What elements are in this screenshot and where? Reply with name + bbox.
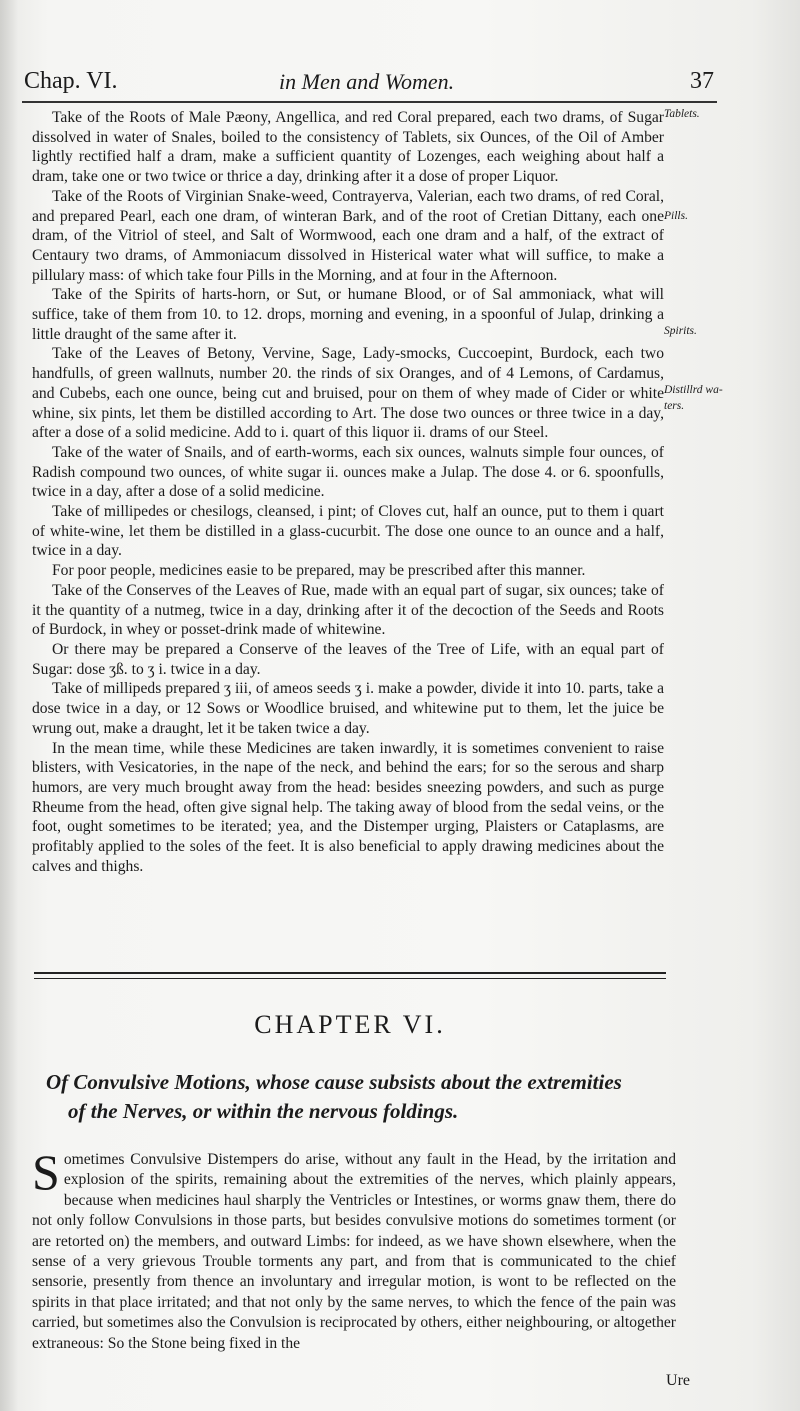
chapter-divider <box>34 972 666 979</box>
chapter-subtitle-line-2: of the Nerves, or within the nervous foldings. <box>68 1099 459 1123</box>
paragraph: Or there may be prepared a Conserve of the leaves of the Tree of Life, with an equal part of Sugar: dose ʒß. to ʒ i. twice in a day. <box>32 640 664 678</box>
header-chapter: Chap. VI. <box>24 68 118 94</box>
recipes-text <box>32 108 664 876</box>
chapter-first-paragraph <box>32 1144 676 1354</box>
chapter-heading: CHAPTER VI. <box>254 1010 446 1039</box>
page-number: 37 <box>690 68 714 94</box>
margin-note-distilled: Distillrd wa- <box>664 384 723 396</box>
margin-note-spirits: Spirits. <box>664 325 697 337</box>
chapter-subtitle <box>46 1068 686 1126</box>
paragraph: Take of the Spirits of harts-horn, or Sut, or humane Blood, or of Sal ammoniack, what will suffice, take of them from 10. to 12. drops, morning and evening, in a spoonful of Julap, drinking a little draught of the same after it. <box>32 286 664 343</box>
margin-note-tablets: Tablets. <box>664 108 700 120</box>
catchword: Ure <box>666 1372 690 1389</box>
margin-note-pills: Pills. <box>664 210 688 222</box>
paragraph: For poor people, medicines easie to be prepared, may be prescribed after this manner. <box>52 562 586 580</box>
drop-cap: S <box>32 1144 60 1200</box>
paragraph: Take of the water of Snails, and of earth-worms, each six ounces, walnuts simple four ounces, of Radish compound two ounces, of white sugar ii. ounces make a Julap. The dose 4. or 6. spoonfulls, twice in a day, after a dose of a solid medicine. <box>32 443 664 501</box>
paragraph: In the mean time, while these Medicines are taken inwardly, it is sometimes convenient to raise blisters, with Vesicatories, in the nape of the neck, and behind the ears; for so the serous and sharp humors, are very much brought away from the head: besides sneezing powders, and such as purge Rheume from the head, often give signal help. The taking away of blood from the sedal veins, or the foot, ought sometimes to be iterated; yea, and the Distemper urging, Plaisters or Cataplasms, are profitably applied to the soles of the feet. It is also beneficial to apply drawing medicines about the calves and thighs. <box>32 739 664 875</box>
paragraph: Take of the Leaves of Betony, Vervine, Sage, Lady-smocks, Cuccoepint, Burdock, each two handfulls, of green wallnuts, number 20. the rinds of six Oranges, and of 4 Lemons, of Cardamus, and Cubebs, each one ounce, being cut and bruised, pour on them of whey made of Cider or white whine, six pints, let them be distilled according to Art. The dose two ounces or three twice in a day, after a dose of a solid medicine. Add to i. quart of this liquor ii. drams of our Steel. <box>32 345 664 442</box>
chapter-paragraph-text: ometimes Convulsive Distempers do arise, without any fault in the Head, by the irritation and explosion of the spirits, remaining about the extremities of the nerves, which plainly appears, because when medicines haul sharply the Ventricles or Intestines, or worms gnaw them, there do not only follow Convulsions in those parts, but besides convulsive motions do sometimes torment (or are retorted on) the members, and outward Limbs: for indeed, as we have shown elsewhere, when the sense of a very grievous Trouble torments any part, and from that is communicated to the chief sensorie, presently from thence an involuntary and irregular motion, is wont to be reflected on the spirits in that place irritated; and that not only by the same nerves, to which the fence of the pain was carried, but sometimes also the Convulsion is reciprocated by others, either neighbouring, or altogether extraneous: So the Stone being fixed in the <box>32 1151 676 1352</box>
running-header <box>24 68 714 100</box>
paragraph: Take of millipeds prepared ʒ iii, of ameos seeds ʒ i. make a powder, divide it into 10. parts, take a dose twice in a day, or 12 Sows or Woodlice bruised, and whitewine put to them, let the juice be wrung out, make a draught, let it be taken twice a day. <box>32 680 664 737</box>
header-running-title: in Men and Women. <box>279 69 455 94</box>
header-rule <box>22 101 717 103</box>
paragraph: Take of the Conserves of the Leaves of Rue, made with an equal part of sugar, six ounces; take of it the quantity of a nutmeg, twice in a day, drinking after it of the decoction of the Seeds and Roots of Burdock, in whey or posset-drink made of whitewine. <box>32 581 664 639</box>
margin-note-waters: ters. <box>664 400 685 412</box>
paragraph: Take of millipedes or chesilogs, cleansed, i pint; of Cloves cut, half an ounce, put to them i quart of white-wine, let them be distilled in a glass-cucurbit. The dose one ounce to an ounce and a half, twice in a day. <box>32 503 664 560</box>
paragraph: Take of the Roots of Male Pæony, Angellica, and red Coral prepared, each two drams, of Sugar dissolved in water of Snales, boiled to the consistency of Tablets, six Ounces, of the Oil of Amber lightly rectified half a dram, make a sufficient quantity of Lozenges, each weighing about half a dram, take one or two twice or thrice a day, drinking after it a dose of proper Liquor. <box>32 109 664 186</box>
spine-shadow <box>0 0 18 1411</box>
paragraph: Take of the Roots of Virginian Snake-weed, Contrayerva, Valerian, each two drams, of red Coral, and prepared Pearl, each one dram, of winteran Bark, and of the root of Cretian Dittany, each one dram, of the Vitriol of steel, and Salt of Wormwood, each one dram and a half, of the extract of Centaury two drams, of Ammoniacum dissolved in Histerical water what will suffice, to make a pillulary mass: of which take four Pills in the Morning, and at four in the Afternoon. <box>32 187 664 284</box>
chapter-subtitle-line-1: Of Convulsive Motions, whose cause subsists about the extremities <box>46 1070 622 1094</box>
